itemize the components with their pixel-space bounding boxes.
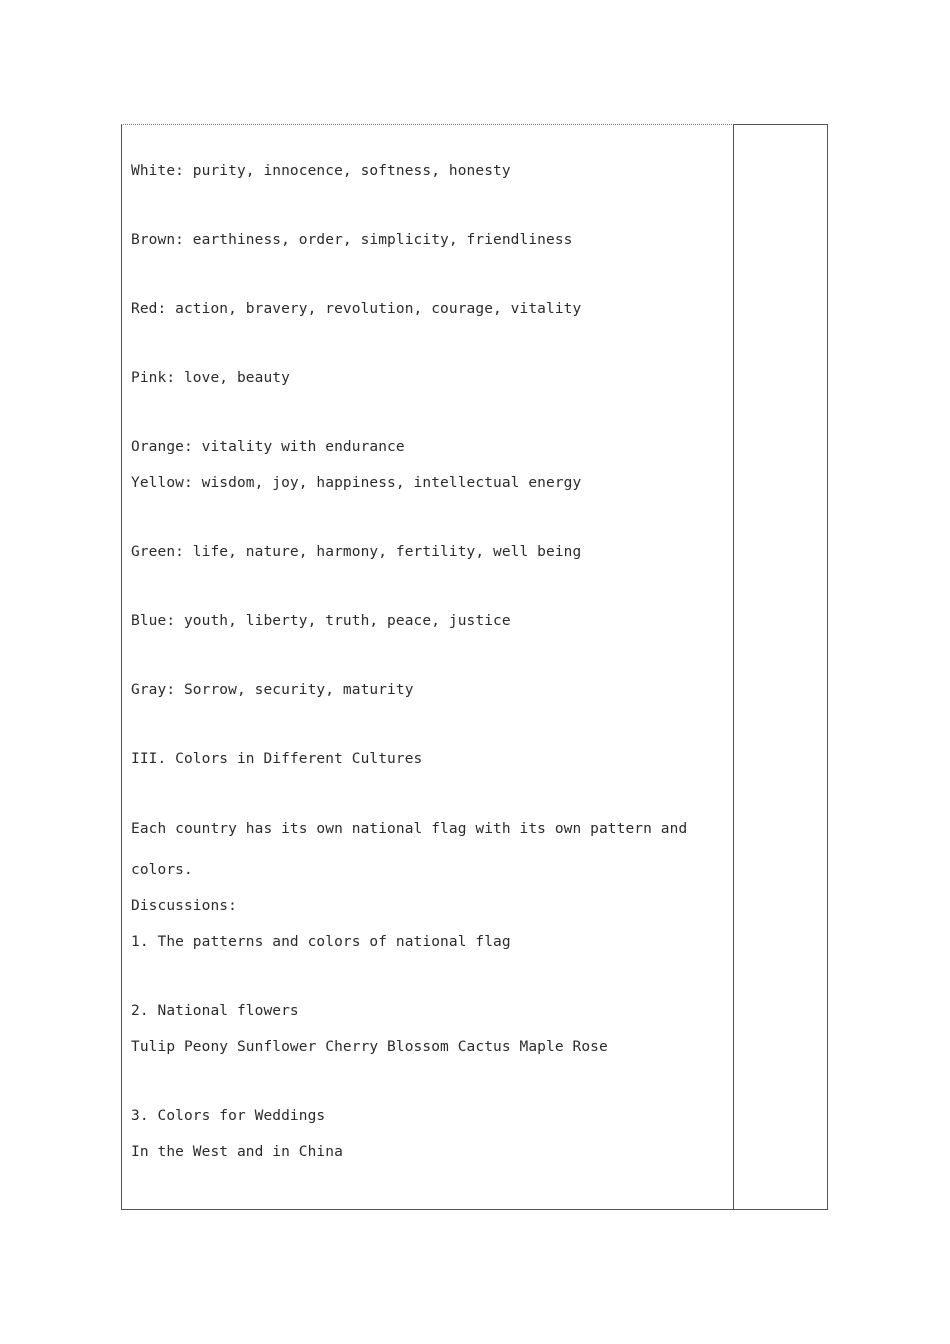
- color-meaning-green: Green: life, nature, harmony, fertility, well being: [131, 544, 582, 560]
- national-flowers-list: Tulip Peony Sunflower Cherry Blossom Cactus Maple Rose: [131, 1039, 608, 1055]
- color-meaning-gray: Gray: Sorrow, security, maturity: [131, 682, 414, 698]
- color-meaning-red: Red: action, bravery, revolution, courage, vitality: [131, 301, 582, 317]
- discussion-item-2: 2. National flowers: [131, 1003, 299, 1019]
- flag-intro-line-1: Each country has its own national flag with its own pattern and: [131, 821, 688, 837]
- discussions-label: Discussions:: [131, 898, 237, 914]
- color-meaning-pink: Pink: love, beauty: [131, 370, 290, 386]
- weddings-note: In the West and in China: [131, 1144, 343, 1160]
- section-heading: III. Colors in Different Cultures: [131, 751, 423, 767]
- flag-intro-line-2: colors.: [131, 862, 193, 878]
- color-meaning-orange: Orange: vitality with endurance: [131, 439, 405, 455]
- color-meaning-blue: Blue: youth, liberty, truth, peace, justice: [131, 613, 511, 629]
- discussion-item-1: 1. The patterns and colors of national flag: [131, 934, 511, 950]
- discussion-item-3: 3. Colors for Weddings: [131, 1108, 326, 1124]
- color-meaning-brown: Brown: earthiness, order, simplicity, friendliness: [131, 232, 573, 248]
- color-meaning-yellow: Yellow: wisdom, joy, happiness, intellectual energy: [131, 475, 582, 491]
- color-meaning-white: White: purity, innocence, softness, honesty: [131, 163, 511, 179]
- side-table-cell: [733, 124, 828, 1210]
